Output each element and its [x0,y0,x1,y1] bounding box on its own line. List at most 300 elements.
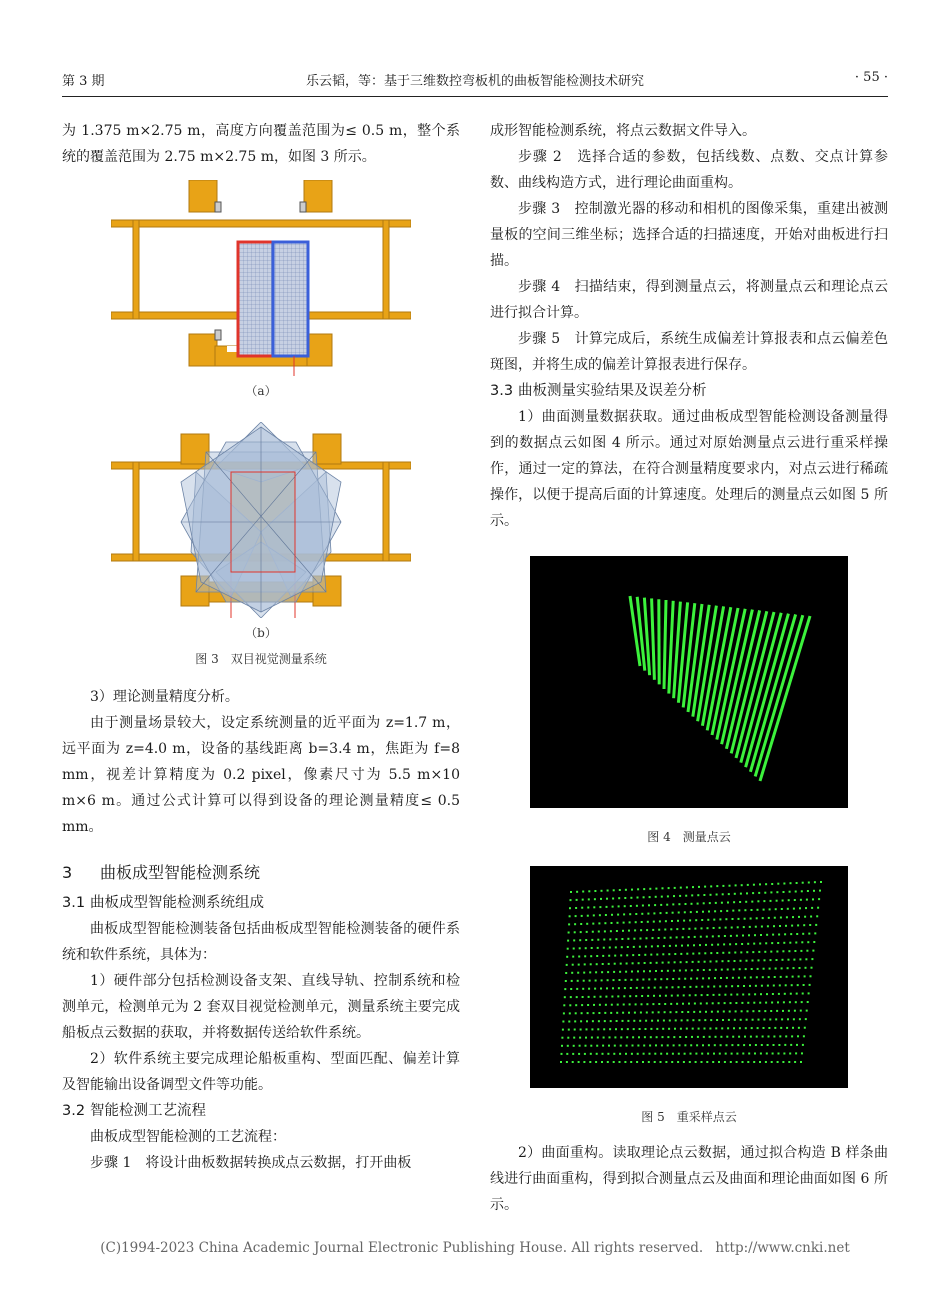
point-cloud-point [768,917,770,919]
point-cloud-point [651,945,653,947]
point-cloud-point [658,929,660,931]
point-cloud-point [708,977,710,979]
point-cloud-point [617,922,619,924]
point-cloud-point [795,1001,797,1003]
point-cloud-point [722,952,724,954]
point-cloud-point [740,893,742,895]
point-cloud-point [616,930,618,932]
point-cloud-point [698,952,700,954]
point-cloud-point [575,915,577,917]
point-cloud-point [762,976,764,978]
point-cloud-point [645,946,647,948]
point-cloud-point [710,952,712,954]
point-cloud-point [709,1036,711,1038]
point-cloud-point [614,963,616,965]
point-cloud-point [788,959,790,961]
point-cloud-point [733,1027,735,1029]
point-cloud-point [735,1002,737,1004]
point-cloud-point [783,891,785,893]
point-cloud-point [642,905,644,907]
point-cloud-point [683,1061,685,1063]
point-cloud-point [714,977,716,979]
point-cloud-point [628,1012,630,1014]
point-cloud-point [807,1001,809,1003]
point-cloud-point [675,1019,677,1021]
point-cloud-point [803,984,805,986]
point-cloud-point [807,890,809,892]
point-cloud-point [795,891,797,893]
point-cloud-point [606,987,608,989]
point-cloud-point [776,959,778,961]
point-cloud-point [589,1061,591,1063]
point-cloud-point [703,1036,705,1038]
point-cloud-point [616,1020,618,1022]
point-cloud-point [665,1061,667,1063]
point-cloud-point [734,960,736,962]
point-cloud-point [597,947,599,949]
point-cloud-point [777,883,779,885]
footer-copyright: (C)1994-2023 China Academic Journal Electronic Publishing House. All rights reserved. [100,1240,704,1256]
right-paragraph-3: 步骤 3 控制激光器的移动和相机的图像采集，重建出被测量板的空间三维坐标；选择合适的扫描速度，开始对曲板进行扫描。 [490,201,888,269]
point-cloud-point [733,968,735,970]
point-cloud-point [710,894,712,896]
point-cloud-point [638,954,640,956]
point-cloud-point [727,902,729,904]
point-cloud-point [597,939,599,941]
point-cloud-point [765,1002,767,1004]
point-cloud-point [620,963,622,965]
point-cloud-point [778,1044,780,1046]
point-cloud-point [793,908,795,910]
point-cloud-point [732,910,734,912]
point-cloud-point [614,1036,616,1038]
point-cloud-point [743,1044,745,1046]
point-cloud-point [789,891,791,893]
point-cloud-point [796,882,798,884]
point-cloud-point [806,1010,808,1012]
point-cloud-point [613,889,615,891]
point-cloud-point [588,898,590,900]
point-cloud-point [692,886,694,888]
point-cloud-point [701,1061,703,1063]
point-cloud-point [747,1010,749,1012]
point-cloud-point [738,918,740,920]
point-cloud-point [648,1061,650,1063]
point-cloud-point [606,898,608,900]
point-cloud-point [649,896,651,898]
point-cloud-point [641,995,643,997]
point-cloud-point [582,996,584,998]
point-cloud-point [782,950,784,952]
point-cloud-point [569,1012,571,1014]
point-cloud-point [683,920,685,922]
point-cloud-point [675,945,677,947]
point-cloud-point [641,913,643,915]
point-cloud-point [714,1044,716,1046]
point-cloud-point [762,917,764,919]
point-cloud-point [674,1028,676,1030]
point-cloud-point [761,1044,763,1046]
point-cloud-point [763,968,765,970]
point-cloud-point [766,993,768,995]
point-cloud-point [808,992,810,994]
point-cloud-point [712,935,714,937]
point-cloud-point [580,923,582,925]
point-cloud-point [590,1045,592,1047]
point-cloud-point [634,929,636,931]
point-cloud-point [727,969,729,971]
point-cloud-point [734,1019,736,1021]
point-cloud-point [613,1053,615,1055]
point-cloud-point [772,1053,774,1055]
point-cloud-point [713,1053,715,1055]
point-cloud-point [590,955,592,957]
point-cloud-point [717,944,719,946]
point-cloud-point [632,1045,634,1047]
point-cloud-point [653,921,655,923]
point-cloud-point [716,885,718,887]
point-cloud-point [581,1012,583,1014]
point-cloud-point [811,967,813,969]
point-cloud-point [781,967,783,969]
point-cloud-point [790,993,792,995]
header-issue: 第 3 期 [62,74,105,89]
point-cloud-point [629,921,631,923]
left-paragraph-8: 步骤 1 将设计曲板数据转换成点云数据，打开曲板 [90,1155,412,1171]
point-cloud-point [637,897,639,899]
point-cloud-point [707,927,709,929]
point-cloud-point [750,976,752,978]
point-cloud-point [658,1011,660,1013]
left-column [62,118,460,1176]
point-cloud-point [656,954,658,956]
point-cloud-point [566,964,568,966]
point-cloud-point [724,1002,726,1004]
point-cloud-point [644,962,646,964]
point-cloud-point [581,1004,583,1006]
point-cloud-point [712,1002,714,1004]
point-cloud-point [806,950,808,952]
point-cloud-point [789,942,791,944]
point-cloud-point [704,1019,706,1021]
point-cloud-point [569,907,571,909]
point-cloud-point [816,915,818,917]
point-cloud-point [763,900,765,902]
point-cloud-point [782,1010,784,1012]
section-3-3-heading [490,378,888,404]
point-cloud-point [735,884,737,886]
point-cloud-point [740,960,742,962]
point-cloud-point [654,987,656,989]
point-cloud-point [720,1036,722,1038]
point-cloud-point [640,929,642,931]
point-cloud-point [698,886,700,888]
header-page-number: · 55 · [854,70,888,85]
point-cloud-point [773,1044,775,1046]
point-cloud-point [629,1003,631,1005]
point-cloud-point [774,917,776,919]
point-cloud-point [636,905,638,907]
point-cloud-point [797,984,799,986]
section-3-3-title: 曲板测量实验结果及误差分析 [518,383,707,399]
point-cloud-point [589,980,591,982]
point-cloud-point [595,971,597,973]
point-cloud-point [563,1004,565,1006]
point-cloud-point [699,944,701,946]
point-cloud-point [655,1044,657,1046]
point-cloud-point [647,995,649,997]
point-cloud-point [681,1011,683,1013]
point-cloud-point [670,928,672,930]
point-cloud-point [626,1045,628,1047]
point-cloud-point [746,951,748,953]
point-cloud-point [721,969,723,971]
point-cloud-point [630,979,632,981]
point-cloud-point [650,962,652,964]
point-cloud-point [817,907,819,909]
point-cloud-point [690,1053,692,1055]
point-cloud-point [751,909,753,911]
point-cloud-point [775,908,777,910]
left-paragraph-5: 1）硬件部分包括检测设备支架、直线导轨、控制系统和检测单元，检测单元为 2 套双目视觉检测单元，测量系统主要完成船板点云数据的获取，并将数据传送给软件系统。 [62,973,460,1041]
point-cloud-point [572,964,574,966]
point-cloud-point [804,975,806,977]
point-cloud-point [797,924,799,926]
point-cloud-point [721,902,723,904]
point-cloud-point [622,930,624,932]
point-cloud-point [671,920,673,922]
point-cloud-point [730,1061,732,1063]
point-cloud-point [626,963,628,965]
point-cloud-point [588,996,590,998]
point-cloud-point [593,1012,595,1014]
point-cloud-point [600,988,602,990]
point-cloud-point [757,909,759,911]
point-cloud-point [729,1011,731,1013]
point-cloud-point [633,1028,635,1030]
figure-3b [62,422,460,668]
point-cloud-point [783,1053,785,1055]
point-cloud-point [681,1019,683,1021]
point-cloud-point [796,1044,798,1046]
point-cloud-point [662,887,664,889]
point-cloud-point [652,1011,654,1013]
point-cloud-point [706,936,708,938]
point-cloud-point [594,890,596,892]
point-cloud-point [621,1028,623,1030]
point-cloud-point [710,1019,712,1021]
point-cloud-point [753,1002,755,1004]
point-cloud-point [666,912,668,914]
point-cloud-point [622,1020,624,1022]
point-cloud-point [759,1061,761,1063]
point-cloud-point [586,1028,588,1030]
point-cloud-point [672,912,674,914]
point-cloud-point [605,996,607,998]
point-cloud-point [671,995,673,997]
point-cloud-point [773,985,775,987]
point-cloud-point [582,891,584,893]
point-cloud-point [644,1036,646,1038]
point-cloud-point [629,995,631,997]
point-cloud-point [645,1020,647,1022]
point-cloud-point [574,931,576,933]
point-cloud-point [590,1053,592,1055]
point-cloud-point [676,936,678,938]
point-cloud-point [568,932,570,934]
point-cloud-point [771,1002,773,1004]
section-3-1-number: 3.1 [62,895,86,911]
point-cloud-point [665,995,667,997]
point-cloud-point [763,1019,765,1021]
figure-3a [62,180,460,400]
point-cloud-point [793,1018,795,1020]
point-cloud-point [716,894,718,896]
point-cloud-point [741,884,743,886]
point-cloud-point [769,1019,771,1021]
point-cloud-point [639,946,641,948]
point-cloud-point [691,894,693,896]
figure-4-point-cloud [530,556,848,808]
point-cloud-point [703,894,705,896]
point-cloud-point [722,885,724,887]
point-cloud-point [722,1019,724,1021]
point-cloud-point [681,945,683,947]
point-cloud-point [635,1003,637,1005]
point-cloud-point [587,907,589,909]
point-cloud-point [790,882,792,884]
point-cloud-point [659,920,661,922]
section-3-3-number: 3.3 [490,383,514,399]
point-cloud-point [701,1053,703,1055]
point-cloud-point [695,1061,697,1063]
point-cloud-point [573,939,575,941]
point-cloud-point [765,883,767,885]
point-cloud-point [682,1003,684,1005]
point-cloud-point [787,908,789,910]
point-cloud-point [651,1020,653,1022]
point-cloud-point [658,1003,660,1005]
point-cloud-point [601,979,603,981]
point-cloud-point [755,1044,757,1046]
point-cloud-point [623,995,625,997]
point-cloud-point [723,943,725,945]
point-cloud-point [603,1028,605,1030]
point-cloud-point [570,996,572,998]
point-cloud-point [636,1061,638,1063]
point-cloud-point [569,1004,571,1006]
point-cloud-point [620,1045,622,1047]
point-cloud-point [636,987,638,989]
point-cloud-point [623,922,625,924]
figure-5-resampled-point-cloud [530,866,848,1088]
point-cloud-point [661,1044,663,1046]
point-cloud-point [677,1061,679,1063]
point-cloud-point [775,1018,777,1020]
point-cloud-point [718,1002,720,1004]
point-cloud-point [773,1036,775,1038]
point-cloud-point [609,1028,611,1030]
point-cloud-point [803,924,805,926]
point-cloud-point [699,1011,701,1013]
point-cloud-point [641,1003,643,1005]
point-cloud-point [728,960,730,962]
point-cloud-point [725,985,727,987]
point-cloud-point [685,895,687,897]
point-cloud-point [602,955,604,957]
point-cloud-point [576,996,578,998]
point-cloud-point [737,926,739,928]
point-cloud-point [568,1029,570,1031]
point-cloud-point [567,940,569,942]
point-cloud-point [771,1061,773,1063]
point-cloud-point [667,1044,669,1046]
point-cloud-point [656,1036,658,1038]
point-cloud-point [804,1027,806,1029]
point-cloud-point [753,943,755,945]
point-cloud-point [686,1028,688,1030]
footer-url[interactable]: http://www.cnki.net [715,1240,850,1256]
point-cloud-point [607,979,609,981]
point-cloud-point [575,1004,577,1006]
point-cloud-point [582,899,584,901]
point-cloud-point [799,967,801,969]
point-cloud-point [672,903,674,905]
point-cloud-point [684,911,686,913]
point-cloud-point [742,994,744,996]
point-cloud-point [627,938,629,940]
point-cloud-point [737,1044,739,1046]
point-cloud-point [664,937,666,939]
point-cloud-point [800,1010,802,1012]
point-cloud-point [791,1035,793,1037]
point-cloud-point [746,892,748,894]
point-cloud-point [615,938,617,940]
point-cloud-point [796,993,798,995]
point-cloud-point [772,993,774,995]
point-cloud-point [587,915,589,917]
point-cloud-point [578,964,580,966]
point-cloud-point [740,1019,742,1021]
point-cloud-point [658,937,660,939]
point-cloud-point [722,960,724,962]
figure-4-caption: 图 4 测量点云 [647,830,731,844]
point-cloud-point [689,994,691,996]
point-cloud-point [788,950,790,952]
point-cloud-point [638,1036,640,1038]
point-cloud-point [762,1036,764,1038]
point-cloud-point [777,942,779,944]
point-cloud-point [743,985,745,987]
point-cloud-point [787,1018,789,1020]
point-cloud-point [579,947,581,949]
point-cloud-point [748,934,750,936]
point-cloud-point [754,1053,756,1055]
point-cloud-point [810,916,812,918]
point-cloud-point [561,1045,563,1047]
point-cloud-point [656,962,658,964]
point-cloud-point [767,925,769,927]
point-cloud-point [605,914,607,916]
point-cloud-point [689,1061,691,1063]
point-cloud-point [811,907,813,909]
point-cloud-strip [664,600,666,689]
point-cloud-point [653,912,655,914]
point-cloud-point [709,969,711,971]
point-cloud-point [735,943,737,945]
point-cloud-point [625,889,627,891]
point-cloud-point [611,996,613,998]
